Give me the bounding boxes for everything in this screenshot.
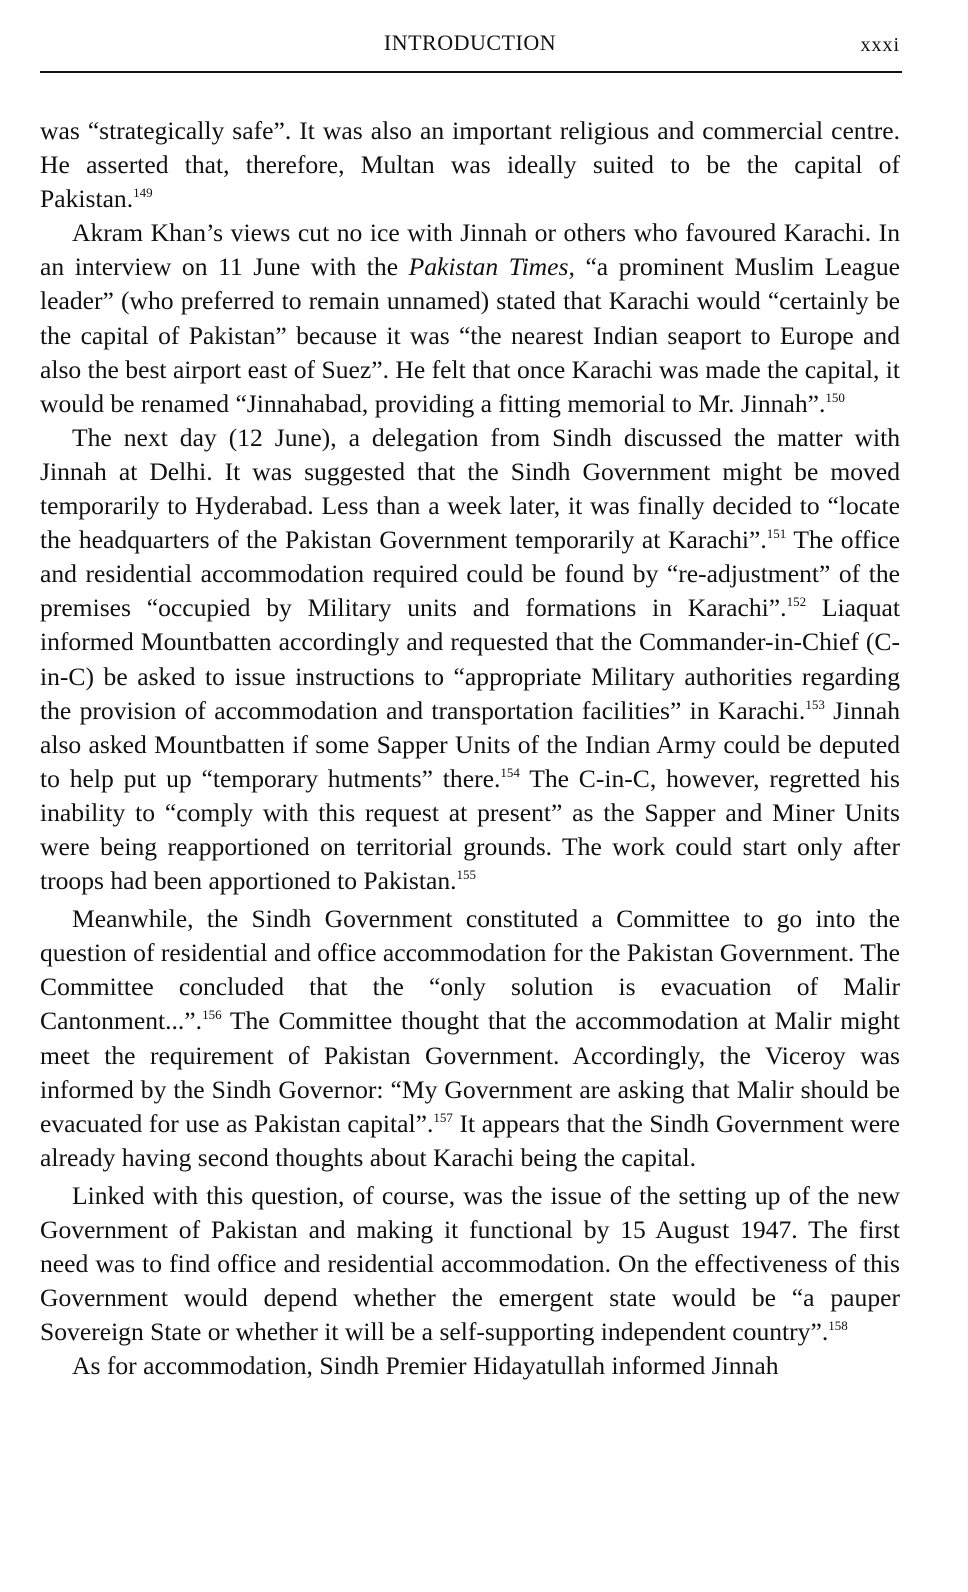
footnote-ref: 156	[202, 1007, 222, 1023]
text-run: As for accommodation, Sindh Premier Hidayatullah informed Jinnah	[72, 1351, 779, 1381]
footnote-ref: 153	[805, 696, 825, 712]
text-run: was “strategically safe”. It was also an important religious and commercial centre. He asserted that, therefore, Multan was ideally suited to be the capital of Pakistan.	[40, 116, 900, 214]
text-run: Liaquat informed Mountbatten accordingly and requested that the Commander-in-Chief (C-in-C) be asked to issue instructions to “appropriate Military authorities regarding the provision of accommodation and transportation facilities” in Karachi.	[40, 593, 900, 725]
footnote-ref: 157	[433, 1109, 453, 1125]
text-run: It appears that the Sindh Government were already having second thoughts about Karachi being the capital.	[40, 1108, 900, 1172]
text-run: The office and residential accommodation required could be found by “re-adjustment” of the premises “occupied by Military units and formations in Karachi”.	[40, 525, 901, 623]
body-text	[40, 114, 900, 1383]
footnote-ref: 151	[766, 526, 787, 542]
chapter-title: INTRODUCTION	[383, 30, 557, 55]
text-run: The C-in-C, however, regretted his inability to “comply with this request at present” as the Sapper and Miner Units were being reapportioned on territorial grounds. The work could start only after troops had been apportioned to Pakistan.	[40, 763, 900, 896]
paragraph	[40, 421, 900, 898]
footnote-ref: 155	[456, 867, 477, 883]
header-rule	[40, 71, 902, 73]
text-run: The next day (12 June), a delegation from Sindh discussed the matter with Jinnah at Delhi. It was suggested that the Sindh Government might be moved temporarily to Hyderabad. Less than a week later, it was finally decided to “locate the headquarters of the Pakistan Government temporarily at Karachi”.	[40, 422, 900, 555]
paragraph	[40, 1349, 900, 1383]
paragraph	[40, 114, 900, 216]
footnote-ref: 152	[786, 594, 807, 610]
footnote-ref: 158	[828, 1318, 848, 1334]
paragraph	[40, 216, 900, 421]
page-number: xxxi	[860, 34, 900, 56]
text-run: Jinnah also asked Mountbatten if some Sapper Units of the Indian Army could be deputed to help put up “temporary hutments” there.	[40, 695, 900, 793]
text-run: Meanwhile, the Sindh Government constituted a Committee to go into the question of residential and office accommodation for the Pakistan Government. The Committee concluded that the “only solution is evacuation of Malir Cantonment...”.	[40, 904, 900, 1036]
footnote-ref: 154	[500, 764, 520, 780]
paragraph	[40, 1179, 900, 1349]
text-run: “a prominent Muslim League leader” (who preferred to remain unnamed) stated that Karachi would “certainly be the capital of Pakistan” because it was “the nearest Indian seaport to Europe and also the best airport east of Suez”. He felt that once Karachi was made the capital, it would be renamed “Jinnahabad, providing a fitting memorial to Mr. Jinnah”.	[40, 252, 900, 418]
book-page	[40, 0, 900, 1592]
text-run: The Committee thought that the accommodation at Malir might meet the requirement of Pakistan Government. Accordingly, the Viceroy was informed by the Sindh Governor: “My Government are asking that Malir should be evacuated for use as Pakistan capital”.	[40, 1006, 900, 1138]
running-header	[40, 28, 900, 60]
italic-title: Pakistan Times,	[408, 252, 575, 282]
text-run: Linked with this question, of course, was the issue of the setting up of the new Government of Pakistan and making it functional by 15 August 1947. The first need was to find office and residential accommodation. On the effectiveness of this Government would depend whether the emergent state would be “a pauper Sovereign State or whether it will be a self-supporting independent country”.	[40, 1180, 900, 1347]
footnote-ref: 150	[825, 389, 845, 405]
paragraph	[40, 902, 900, 1175]
text-run: Akram Khan’s views cut no ice with Jinnah or others who favoured Karachi. In an interview on 11 June with the	[40, 218, 900, 282]
footnote-ref: 149	[133, 185, 153, 201]
